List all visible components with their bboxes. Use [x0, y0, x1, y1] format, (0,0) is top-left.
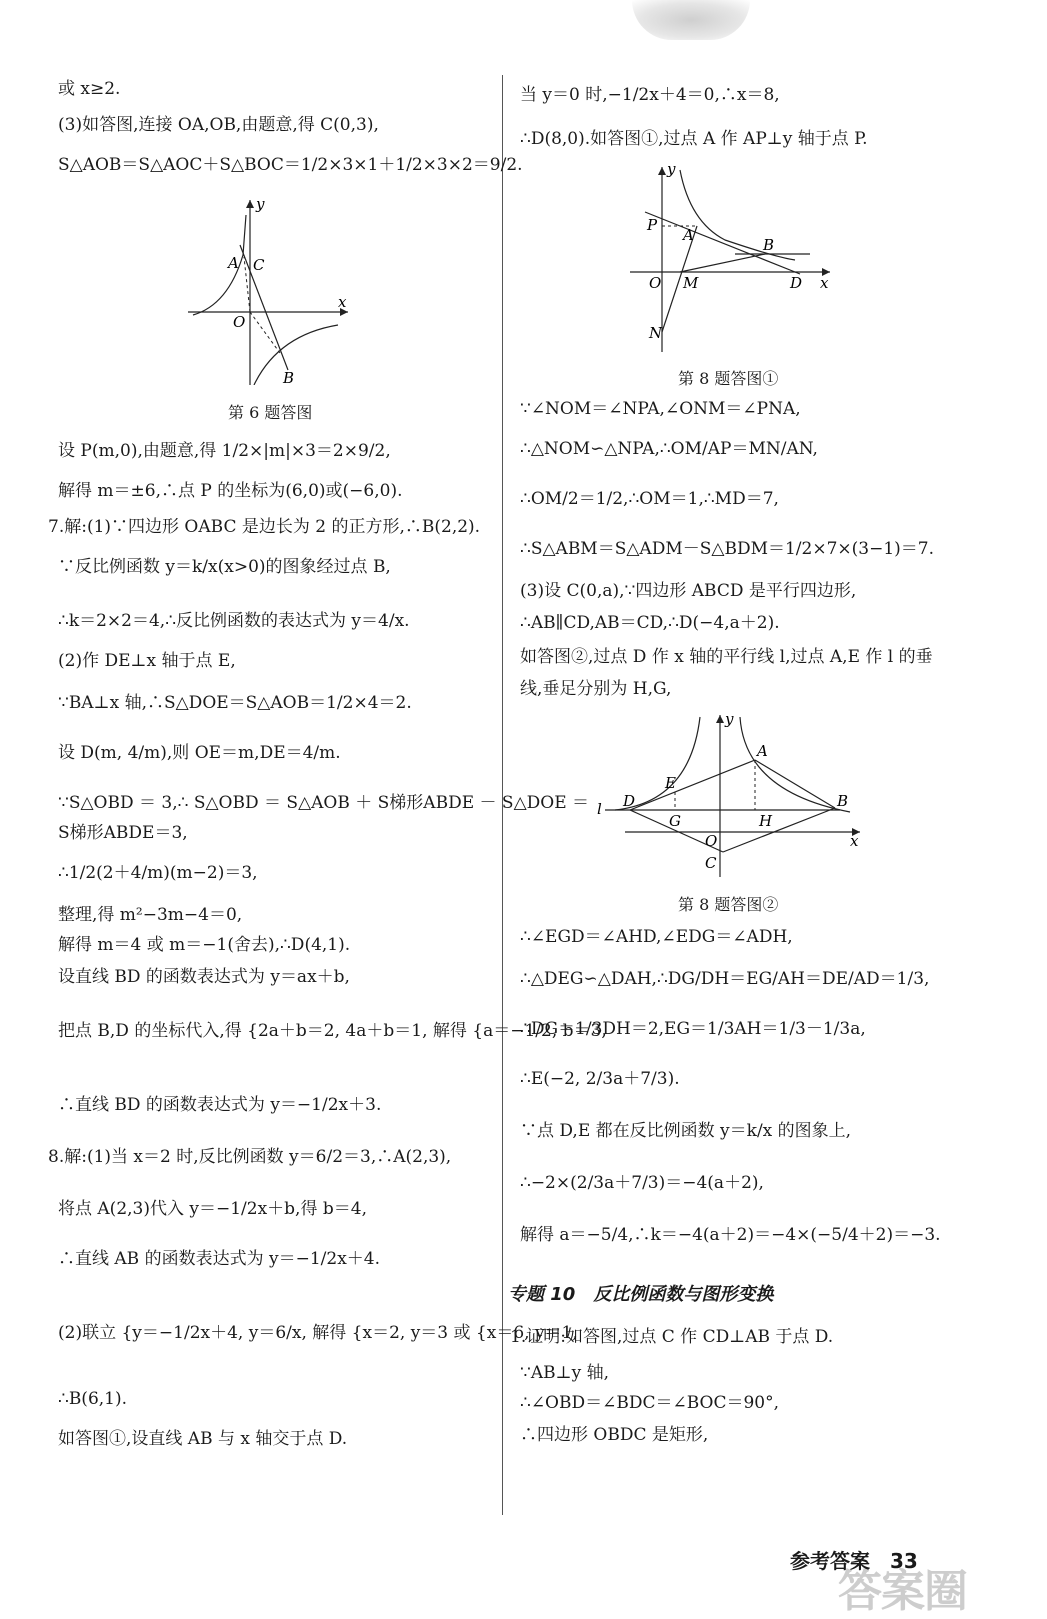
text-line: ∴DG＝1/3DH＝2,EG＝1/3AH＝1/3－1/3a, — [520, 1019, 866, 1039]
text-line: ∵点 D,E 都在反比例函数 y＝k/x 的图象上, — [520, 1121, 852, 1141]
text-line: ∴S△ABM＝S△ADM－S△BDM＝1/2×7×(3−1)＝7. — [520, 539, 935, 559]
fig6-label: C — [253, 256, 265, 274]
text-line: S梯形ABDE＝3, — [58, 823, 188, 843]
text-line: 7.解:(1)∵四边形 OABC 是边长为 2 的正方形,∴B(2,2). — [48, 517, 481, 537]
text-line: 解得 a＝−5/4,∴k＝−4(a＋2)＝−4×(−5/4＋2)＝−3. — [520, 1225, 941, 1245]
text-line: 如答图②,过点 D 作 x 轴的平行线 l,过点 A,E 作 l 的垂 — [520, 647, 933, 667]
figure-8-2-caption: 第 8 题答图② — [678, 895, 779, 914]
text-line: ∴E(−2, 2/3a＋7/3). — [520, 1069, 680, 1089]
fig8b-label: E — [665, 774, 676, 792]
text-line: 如答图①,设直线 AB 与 x 轴交于点 D. — [58, 1429, 348, 1449]
watermark: 答案圈 — [838, 1566, 967, 1617]
fig8a-label: y — [667, 162, 676, 178]
figure-8-2 — [595, 712, 865, 882]
fig8a-label: B — [763, 236, 775, 254]
text-line: ∵S△OBD ＝ 3,∴ S△OBD ＝ S△AOB ＋ S梯形ABDE － S△DOE ＝ — [58, 793, 590, 813]
text-line: ∵∠NOM＝∠NPA,∠ONM＝∠PNA, — [520, 399, 801, 419]
fig8a-label: A — [683, 226, 694, 244]
text-line: S△AOB＝S△AOC＋S△BOC＝1/2×3×1＋1/2×3×2＝9/2. — [58, 155, 523, 175]
fig8a-label: x — [820, 274, 829, 292]
text-line: (2)联立 {y＝−1/2x＋4, y＝6/x, 解得 {x＝2, y＝3 或 {x＝6, y＝1, — [58, 1323, 578, 1343]
fig8b-label: x — [850, 832, 859, 850]
fig8b-label: y — [725, 712, 734, 728]
figure-8-1-caption: 第 8 题答图① — [678, 369, 779, 388]
text-line: 1.证明:如答图,过点 C 作 CD⊥AB 于点 D. — [510, 1327, 834, 1347]
text-line: 整理,得 m²−3m−4＝0, — [58, 905, 243, 925]
text-line: 或 x≥2. — [58, 79, 121, 99]
text-line: ∴OM/2＝1/2,∴OM＝1,∴MD＝7, — [520, 489, 779, 509]
text-line: 设 P(m,0),由题意,得 1/2×|m|×3＝2×9/2, — [58, 441, 391, 461]
text-line: ∵BA⊥x 轴,∴S△DOE＝S△AOB＝1/2×4＝2. — [58, 693, 412, 713]
fig6-label: A — [228, 254, 239, 272]
text-line: 当 y＝0 时,−1/2x＋4＝0,∴x＝8, — [520, 85, 780, 105]
fig6-label: y — [256, 195, 265, 213]
text-line: ∴四边形 OBDC 是矩形, — [520, 1425, 709, 1445]
text-line: ∵AB⊥y 轴, — [520, 1363, 609, 1383]
fig8a-label: P — [647, 216, 658, 234]
text-line: 把点 B,D 的坐标代入,得 {2a＋b＝2, 4a＋b＝1, 解得 {a＝−1/2, b＝3, — [58, 1021, 607, 1041]
fig6-label: O — [233, 313, 246, 331]
text-line: ∴−2×(2/3a＋7/3)＝−4(a＋2), — [520, 1173, 764, 1193]
figure-6-caption: 第 6 题答图 — [228, 403, 313, 422]
text-line: ∴直线 AB 的函数表达式为 y＝−1/2x＋4. — [58, 1249, 380, 1269]
fig8b-label: G — [669, 812, 681, 830]
text-line: ∵反比例函数 y＝k/x(x>0)的图象经过点 B, — [58, 557, 391, 577]
fig8b-label: A — [757, 742, 768, 760]
text-line: ∴D(8,0).如答图①,过点 A 作 AP⊥y 轴于点 P. — [520, 129, 868, 149]
text-line: 将点 A(2,3)代入 y＝−1/2x＋b,得 b＝4, — [58, 1199, 367, 1219]
fig8a-label: O — [649, 274, 662, 292]
top-decoration — [632, 0, 750, 40]
fig8b-label: H — [759, 812, 773, 830]
fig8a-label: M — [683, 274, 699, 292]
fig8b-label: D — [623, 792, 636, 810]
text-line: 设直线 BD 的函数表达式为 y＝ax＋b, — [58, 967, 350, 987]
text-line: ∴1/2(2＋4/m)(m−2)＝3, — [58, 863, 258, 883]
fig8b-label: B — [837, 792, 849, 810]
text-line: ∴k＝2×2＝4,∴反比例函数的表达式为 y＝4/x. — [58, 611, 410, 631]
section-title: 专题 10 反比例函数与图形变换 — [508, 1284, 774, 1305]
text-line: ∴△NOM∽△NPA,∴OM/AP＝MN/AN, — [520, 439, 818, 459]
text-line: ∴△DEG∽△DAH,∴DG/DH＝EG/AH＝DE/AD＝1/3, — [520, 969, 930, 989]
text-line: (3)如答图,连接 OA,OB,由题意,得 C(0,3), — [58, 115, 379, 135]
fig8a-label: D — [790, 274, 803, 292]
figure-8-1 — [625, 162, 840, 362]
text-line: ∴AB∥CD,AB＝CD,∴D(−4,a＋2). — [520, 613, 780, 633]
fig8b-label: C — [705, 854, 717, 872]
text-line: 设 D(m, 4/m),则 OE＝m,DE＝4/m. — [58, 743, 341, 763]
text-line: (2)作 DE⊥x 轴于点 E, — [58, 651, 236, 671]
text-line: 8.解:(1)当 x＝2 时,反比例函数 y＝6/2＝3,∴A(2,3), — [48, 1147, 452, 1167]
fig8a-label: N — [649, 324, 663, 342]
text-line: 线,垂足分别为 H,G, — [520, 679, 672, 699]
page-footer: 参考答案 33 — [790, 1549, 918, 1573]
text-line: 解得 m＝±6,∴点 P 的坐标为(6,0)或(−6,0). — [58, 481, 403, 501]
fig6-label: x — [338, 293, 347, 311]
text-line: ∴直线 BD 的函数表达式为 y＝−1/2x＋3. — [58, 1095, 382, 1115]
text-line: 解得 m＝4 或 m＝−1(舍去),∴D(4,1). — [58, 935, 351, 955]
text-line: ∴∠OBD＝∠BDC＝∠BOC＝90°, — [520, 1393, 780, 1413]
text-line: ∴∠EGD＝∠AHD,∠EDG＝∠ADH, — [520, 927, 793, 947]
text-line: ∴B(6,1). — [58, 1389, 128, 1409]
fig8b-label: O — [705, 832, 718, 850]
text-line: (3)设 C(0,a),∵四边形 ABCD 是平行四边形, — [520, 581, 857, 601]
figure-6 — [188, 195, 358, 385]
fig6-label: B — [283, 369, 295, 385]
fig8b-label: l — [597, 800, 602, 818]
